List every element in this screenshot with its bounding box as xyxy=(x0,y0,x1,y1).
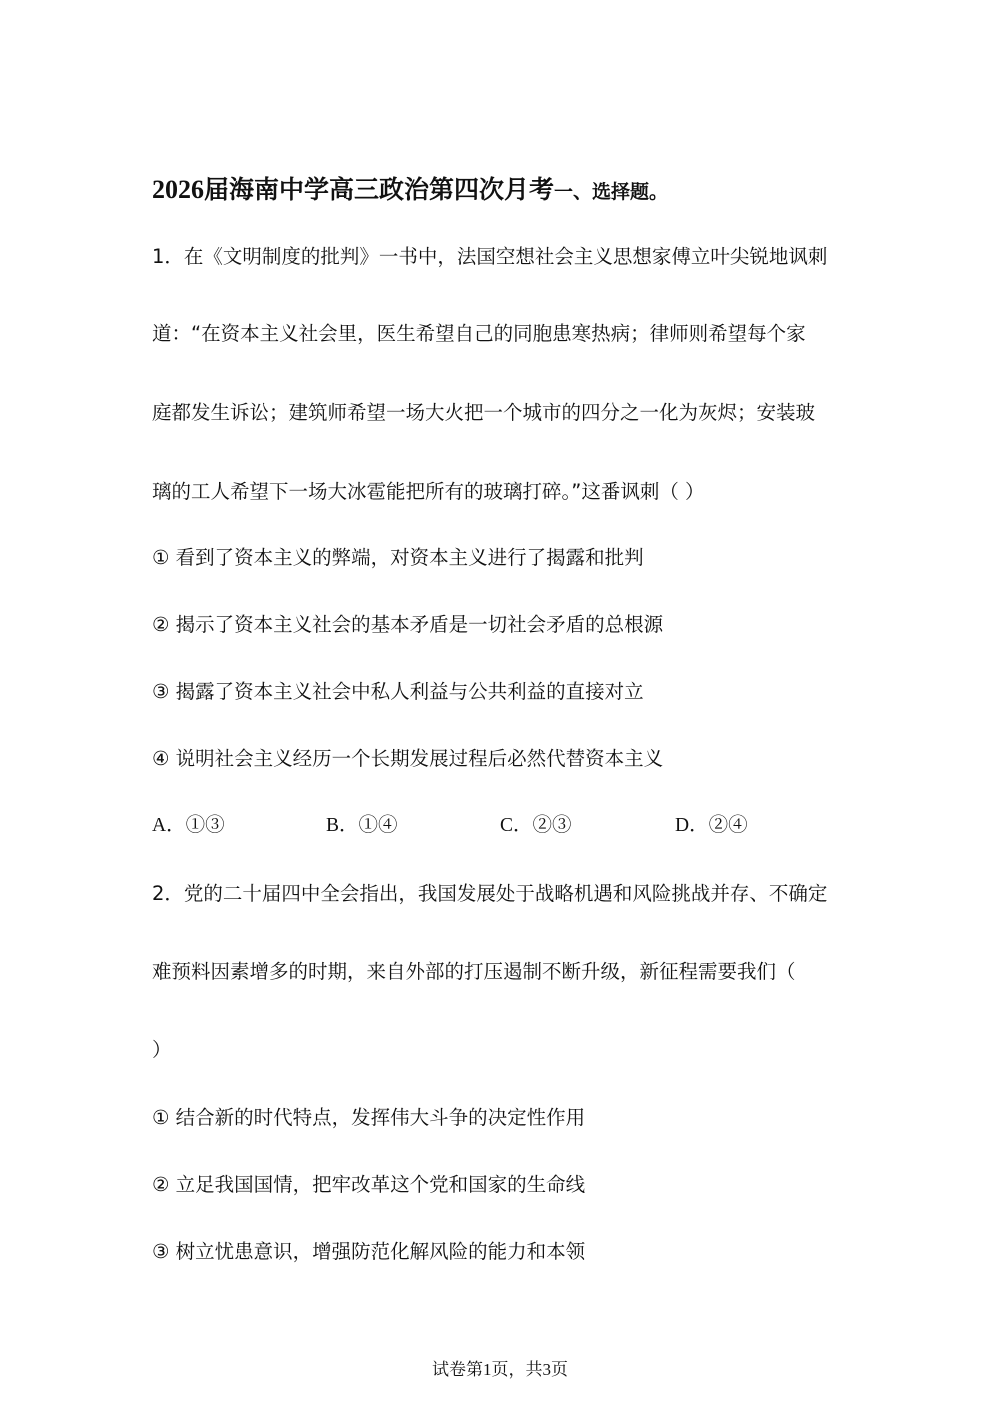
q1-stem-line-3: 庭都发生诉讼；建筑师希望一场大火把一个城市的四分之一化为灰烬；安装玻 xyxy=(152,401,816,424)
q1-stem-line-2: 道：“在资本主义社会里，医生希望自己的同胞患寒热病；律师则希望每个家 xyxy=(152,322,806,345)
q2-stem-line-1: 2．党的二十届四中全会指出，我国发展处于战略机遇和风险挑战并存、不确定 xyxy=(152,882,828,905)
title-year: 2026 xyxy=(152,175,204,204)
q1-options xyxy=(152,814,852,838)
q1-option-c[interactable]: C．②③ xyxy=(500,815,572,836)
q1-option-d[interactable]: D．②④ xyxy=(675,815,748,836)
title-main: 届海南中学高三政治第四次月考 xyxy=(204,175,555,204)
section-heading: 一、选择题。 xyxy=(554,181,669,203)
q1-statement-2: ② 揭示了资本主义社会的基本矛盾是一切社会矛盾的总根源 xyxy=(152,613,664,636)
q1-statement-3: ③ 揭露了资本主义社会中私人利益与公共利益的直接对立 xyxy=(152,680,644,703)
exam-title xyxy=(152,170,668,206)
q1-stem-line-1: 1．在《文明制度的批判》一书中，法国空想社会主义思想家傅立叶尖锐地讽刺 xyxy=(152,245,828,268)
q2-statement-1: ① 结合新的时代特点，发挥伟大斗争的决定性作用 xyxy=(152,1106,586,1129)
q2-stem-line-2: 难预料因素增多的时期，来自外部的打压遏制不断升级，新征程需要我们（ xyxy=(152,960,796,983)
page-footer: 试卷第1页，共3页 xyxy=(432,1360,568,1379)
q2-statement-2: ② 立足我国国情，把牢改革这个党和国家的生命线 xyxy=(152,1173,586,1196)
q2-statement-3: ③ 树立忧患意识，增强防范化解风险的能力和本领 xyxy=(152,1240,586,1263)
q1-option-b[interactable]: B．①④ xyxy=(326,815,398,836)
q1-statement-4: ④ 说明社会主义经历一个长期发展过程后必然代替资本主义 xyxy=(152,747,664,770)
q1-statement-1: ① 看到了资本主义的弊端，对资本主义进行了揭露和批判 xyxy=(152,546,644,569)
q2-stem-line-3: ） xyxy=(152,1038,172,1061)
q1-option-a[interactable]: A．①③ xyxy=(152,815,225,836)
q1-stem-line-4: 璃的工人希望下一场大冰雹能把所有的玻璃打碎。”这番讽刺（ ） xyxy=(152,480,705,503)
